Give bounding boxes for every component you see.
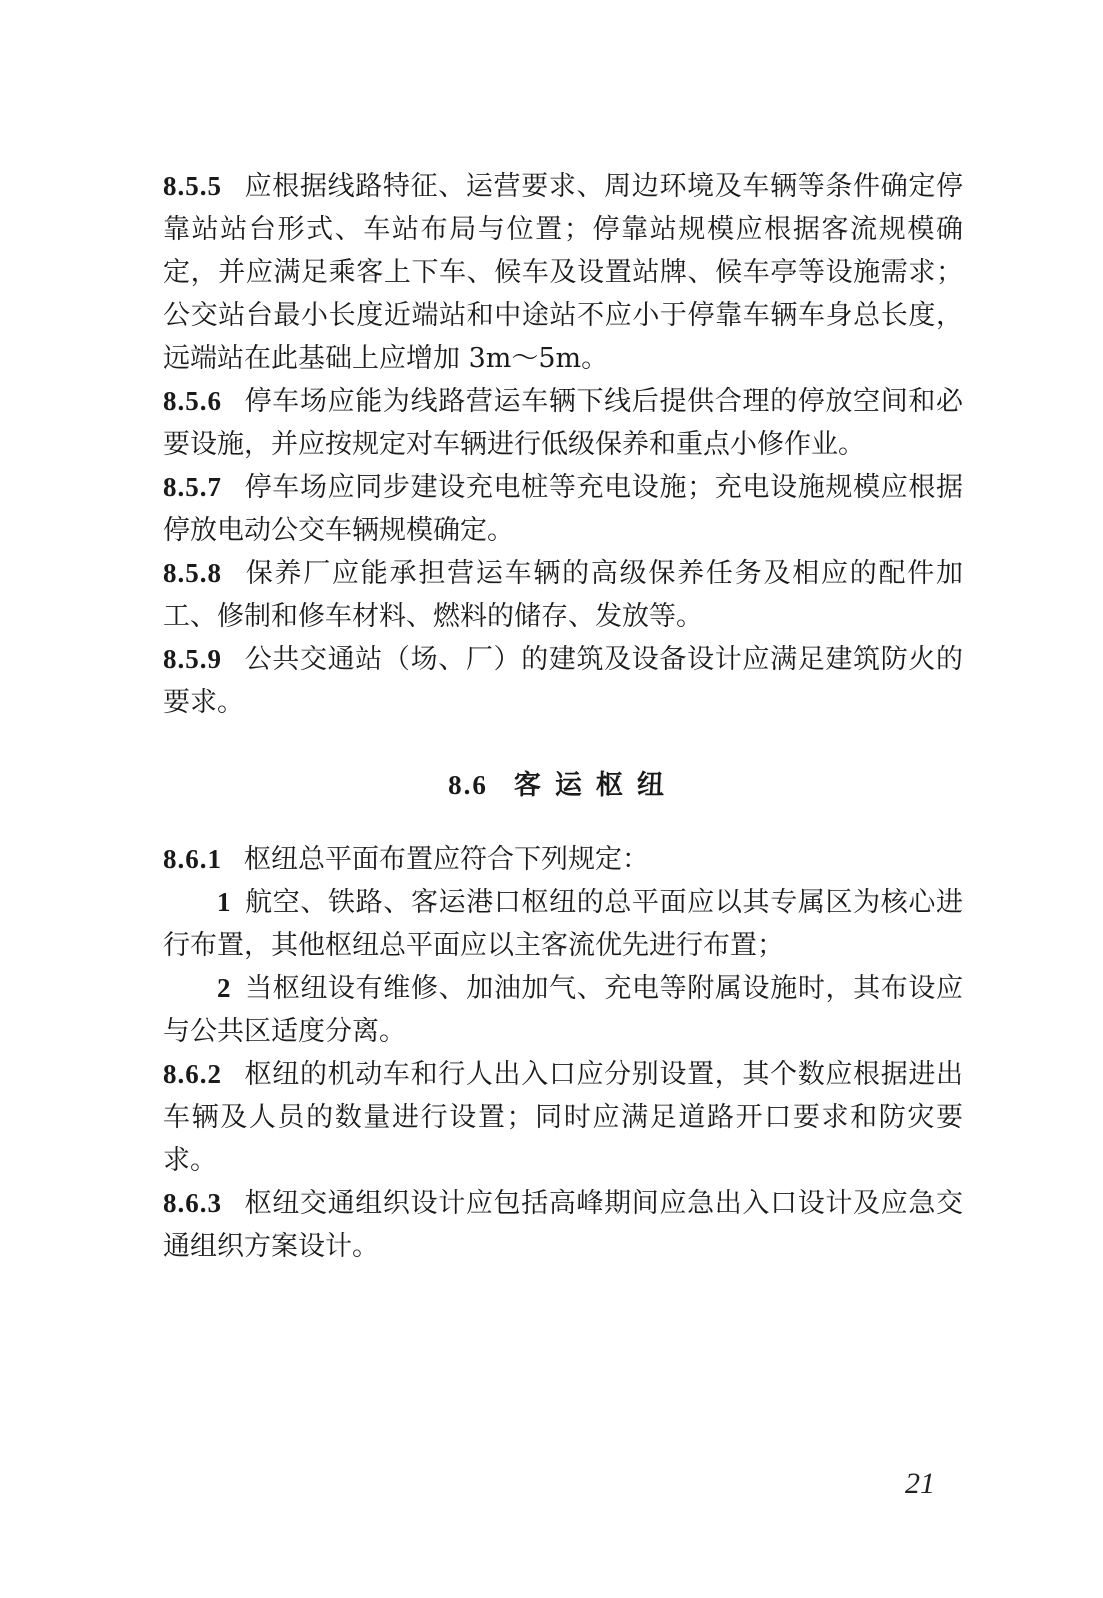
clause-text: 停车场应同步建设充电桩等充电设施；充电设施规模应根据停放电动公交车辆规模确定。: [163, 472, 963, 546]
section-heading: [163, 764, 963, 807]
clause-text: 公共交通站（场、厂）的建筑及设备设计应满足建筑防火的要求。: [163, 644, 963, 718]
clause-number: 8.5.5: [163, 171, 222, 201]
clause-text: 枢纽的机动车和行人出入口应分别设置，其个数应根据进出车辆及人员的数量进行设置；同时应满足道路开口要求和防灾要求。: [163, 1059, 963, 1176]
clause-8-5-8: [163, 552, 963, 638]
clause-text: 枢纽交通组织设计应包括高峰期间应急出入口设计及应急交通组织方案设计。: [163, 1188, 963, 1262]
clause-number: 8.6.2: [163, 1059, 222, 1089]
list-item: [163, 967, 963, 1053]
item-number: 1: [217, 887, 231, 917]
clause-text: 保养厂应能承担营运车辆的高级保养任务及相应的配件加工、修制和修车材料、燃料的储存、发放等。: [163, 558, 963, 632]
clause-8-5-6: [163, 380, 963, 466]
section-number: 8.6: [448, 770, 488, 800]
section-title: 客运枢纽: [513, 770, 678, 801]
clause-8-6-2: [163, 1053, 963, 1182]
page-body: [163, 165, 963, 1268]
clause-8-5-7: [163, 466, 963, 552]
page-number: 21: [905, 1467, 935, 1500]
list-item: [163, 881, 963, 967]
clause-8-5-9: [163, 638, 963, 724]
clause-text: 应根据线路特征、运营要求、周边环境及车辆等条件确定停靠站站台形式、车站布局与位置；停靠站规模应根据客流规模确定，并应满足乘客上下车、候车及设置站牌、候车亭等设施需求；公交站台最小长度近端站和中途站不应小于停靠车辆车身总长度，远端站在此基础上应增加 3m～5m。: [163, 171, 963, 374]
clause-8-5-5: [163, 165, 963, 380]
clause-number: 8.5.9: [163, 644, 222, 674]
item-text: 当枢纽设有维修、加油加气、充电等附属设施时，其布设应与公共区适度分离。: [163, 973, 963, 1047]
clause-text: 停车场应能为线路营运车辆下线后提供合理的停放空间和必要设施，并应按规定对车辆进行低级保养和重点小修作业。: [163, 386, 963, 460]
clause-8-6-1: [163, 838, 963, 881]
clause-number: 8.5.6: [163, 386, 222, 416]
clause-number: 8.5.8: [163, 558, 222, 588]
item-text: 航空、铁路、客运港口枢纽的总平面应以其专属区为核心进行布置，其他枢纽总平面应以主客流优先进行布置；: [163, 887, 963, 961]
clause-number: 8.5.7: [163, 472, 222, 502]
clause-number: 8.6.3: [163, 1188, 222, 1218]
clause-number: 8.6.1: [163, 844, 222, 874]
clause-text: 枢纽总平面布置应符合下列规定：: [244, 844, 649, 875]
item-number: 2: [217, 973, 231, 1003]
clause-8-6-3: [163, 1182, 963, 1268]
